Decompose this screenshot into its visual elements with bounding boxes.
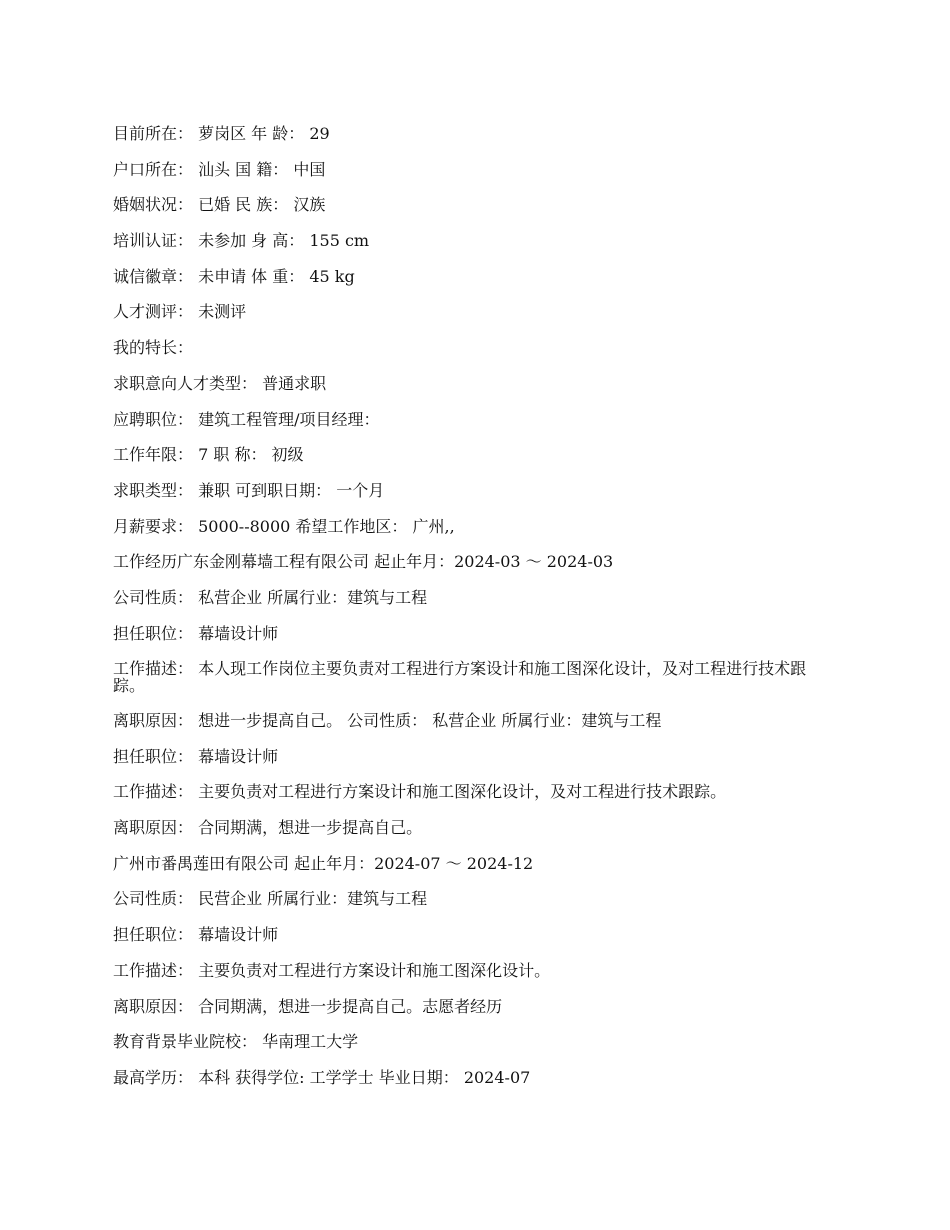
company-2-description-line: 工作描述： 主要负责对工程进行方案设计和施工图深化设计，及对工程进行技术跟踪。 [113,782,727,802]
education-degree-line: 最高学历： 本科 获得学位: 工学学士 毕业日期： 2024-07 [113,1067,531,1087]
talent-assessment-line: 人才测评： 未测评 [113,302,247,322]
training-height-line: 培训认证： 未参加 身 高： 155 cm [113,231,370,251]
company-1-position-line: 担任职位： 幕墙设计师 [113,623,279,643]
education-school-line: 教育背景毕业院校： 华南理工大学 [113,1032,359,1052]
company-3-leave-reason-line: 离职原因： 合同期满，想进一步提高自己。志愿者经历 [113,996,503,1016]
hukou-nationality-line: 户口所在： 汕头 国 籍： 中国 [113,159,326,179]
company-3-nature-industry-line: 公司性质： 民营企业 所属行业：建筑与工程 [113,889,428,909]
badge-weight-line: 诚信徽章： 未申请 体 重： 45 kg [113,266,355,286]
current-location-age-line: 目前所在： 萝岗区 年 龄： 29 [113,124,330,143]
work-years-title-line: 工作年限： 7 职 称： 初级 [113,445,304,465]
company-1-description-line: 工作描述： 本人现工作岗位主要负责对工程进行方案设计和施工图深化设计，及对工程进行技术跟踪。 [113,659,807,696]
specialties-line: 我的特长： [113,338,194,358]
job-intent-type-line: 求职意向人才类型： 普通求职 [113,373,327,393]
applied-position-line: 应聘职位： 建筑工程管理/项目经理： [113,409,380,429]
company-2-position-line: 担任职位： 幕墙设计师 [113,746,279,766]
company-1-leave-reason-line: 离职原因： 想进一步提高自己。 公司性质： 私营企业 所属行业：建筑与工程 [113,711,662,730]
company-3-header-line: 广州市番禺莲田有限公司 起止年月：2024-07 ～ 2024-12 [113,853,534,873]
company-1-nature-industry-line: 公司性质： 私营企业 所属行业：建筑与工程 [113,587,428,607]
company-2-leave-reason-line: 离职原因： 合同期满，想进一步提高自己。 [113,818,423,838]
salary-region-line: 月薪要求： 5000--8000 希望工作地区： 广州,, [113,516,455,536]
resume-document [113,125,833,1105]
company-3-description-line: 工作描述： 主要负责对工程进行方案设计和施工图深化设计。 [113,960,551,980]
company-3-position-line: 担任职位： 幕墙设计师 [113,925,279,945]
job-type-availability-line: 求职类型： 兼职 可到职日期： 一个月 [113,480,385,500]
work-experience-company-1-line: 工作经历广东金刚幕墙工程有限公司 起止年月：2024-03 ～ 2024-03 [113,552,614,572]
marital-ethnicity-line: 婚姻状况： 已婚 民 族： 汉族 [113,195,326,215]
